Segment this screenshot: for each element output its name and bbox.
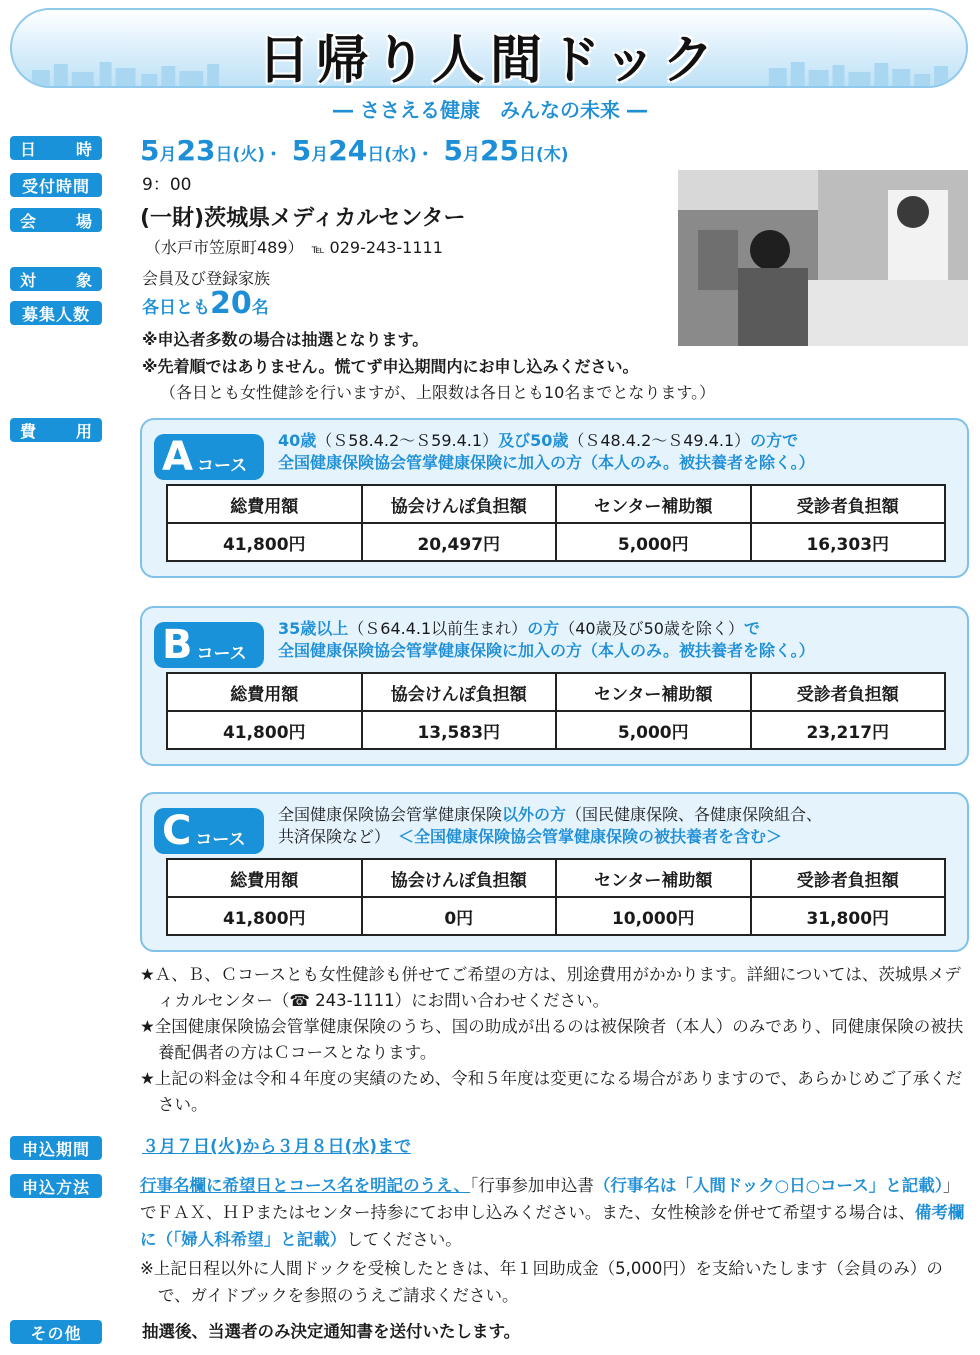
event-dates: 5月23日(火)・ 5月24日(水)・ 5月25日(木) <box>140 134 569 167</box>
course-b-fee-table <box>166 672 946 750</box>
table-header-row: 総費用額 協会けんぽ負担額 センター補助額 受診者負担額 <box>167 859 945 897</box>
course-a-badge: A コース <box>154 434 264 480</box>
course-c-description: 全国健康保険協会管掌健康保険以外の方（国民健康保険、各健康保険組合、 共済保険など） ＜全国健康保険協会管掌健康保険の被扶養者を含む＞ <box>278 805 823 846</box>
star-notes <box>140 962 970 1118</box>
table-row: 41,800円 20,497円 5,000円 16,303円 <box>167 523 945 561</box>
capacity-note-women: （各日とも女性健診を行いますが、上限数は各日とも10名までとなります。） <box>160 383 716 402</box>
course-c-panel <box>140 792 969 952</box>
table-header-row: 総費用額 協会けんぽ負担額 センター補助額 受診者負担額 <box>167 673 945 711</box>
subtitle: ― ささえる健康 みんなの未来 ― <box>333 98 647 122</box>
label-other: その他 <box>10 1320 102 1344</box>
capacity-value: 各日とも20名 <box>142 286 269 321</box>
table-row: 41,800円 13,583円 5,000円 23,217円 <box>167 711 945 749</box>
table-row: 41,800円 0円 10,000円 31,800円 <box>167 897 945 935</box>
label-date: 日 時 <box>10 136 102 160</box>
other-value: 抽選後、当選者のみ決定通知書を送付いたします。 <box>142 1322 521 1341</box>
capacity-note-lottery: ※申込者多数の場合は抽選となります。 <box>142 330 429 349</box>
venue-name: (一財)茨城県メディカルセンター <box>140 206 466 231</box>
label-method: 申込方法 <box>10 1174 102 1198</box>
course-b-badge: B コース <box>154 622 264 668</box>
list-item: ★Ａ、Ｂ、Ｃコースとも女性健診も併せてご希望の方は、別途費用がかかります。詳細については、茨城県メディカルセンター（☎ 243-1111）にお問い合わせください。 <box>140 965 961 1010</box>
course-a-description: 40歳（Ｓ58.4.2～Ｓ59.4.1）及び50歳（Ｓ48.4.2～Ｓ49.4.1）の方で 全国健康保険協会管掌健康保険に加入の方（本人のみ。被扶養者を除く。） <box>278 431 815 472</box>
clinic-photo <box>678 170 968 346</box>
label-cost: 費 用 <box>10 418 102 442</box>
course-b-panel <box>140 606 969 766</box>
course-c-fee-table <box>166 858 946 936</box>
course-b-description: 35歳以上（Ｓ64.4.1以前生まれ）の方（40歳及び50歳を除く）で 全国健康保険協会管掌健康保険に加入の方（本人のみ。被扶養者を除く。） <box>278 619 815 660</box>
course-a-panel <box>140 418 969 578</box>
capacity-note-order: ※先着順ではありません。慌てず申込期間内にお申し込みください。 <box>142 357 639 376</box>
label-period: 申込期間 <box>10 1136 102 1160</box>
title-banner <box>10 8 968 88</box>
label-capacity: 募集人数 <box>10 301 102 325</box>
page-title: 日帰り人間ドック <box>258 31 720 88</box>
application-period: ３月７日(火)から３月８日(水)まで <box>142 1137 412 1157</box>
list-item: ★上記の料金は令和４年度の実績のため、令和５年度は変更になる場合がありますので、あらかじめご了承ください。 <box>140 1069 963 1114</box>
label-reception: 受付時間 <box>10 173 102 197</box>
table-header-row: 総費用額 協会けんぽ負担額 センター補助額 受診者負担額 <box>167 485 945 523</box>
course-c-badge: C コース <box>154 808 264 854</box>
clinic-photo-illustration <box>678 170 968 346</box>
list-item: ★全国健康保険協会管掌健康保険のうち、国の助成が出るのは被保険者（本人）のみであり、同健康保険の被扶養配偶者の方はＣコースとなります。 <box>140 1017 964 1062</box>
reception-time: 9：00 <box>142 175 192 195</box>
label-target: 対 象 <box>10 267 102 291</box>
target-value: 会員及び登録家族 <box>142 269 271 288</box>
course-a-fee-table <box>166 484 946 562</box>
application-method: 行事名欄に希望日とコース名を明記のうえ、「行事参加申込書（行事名は「人間ドック○日○コース」と記載）」でＦＡＸ、ＨＰまたはセンター持参にてお申し込みください。また、女性検診を併せて希望する場合は、備考欄に（「婦人科希望」と記載）してください。 ※上記日程以外に人間ドックを受検したときは、年１回助成金（5,000円）を支給いたします（会員のみ）ので、ガイドブックを参照のうえご請求ください。 <box>140 1172 970 1309</box>
venue-address: （水戸市笠原町489） ℡ 029-243-1111 <box>145 238 443 257</box>
label-venue: 会 場 <box>10 208 102 232</box>
subsidy-note: ※上記日程以外に人間ドックを受検したときは、年１回助成金（5,000円）を支給いたします（会員のみ）ので、ガイドブックを参照のうえご請求ください。 <box>140 1259 943 1305</box>
